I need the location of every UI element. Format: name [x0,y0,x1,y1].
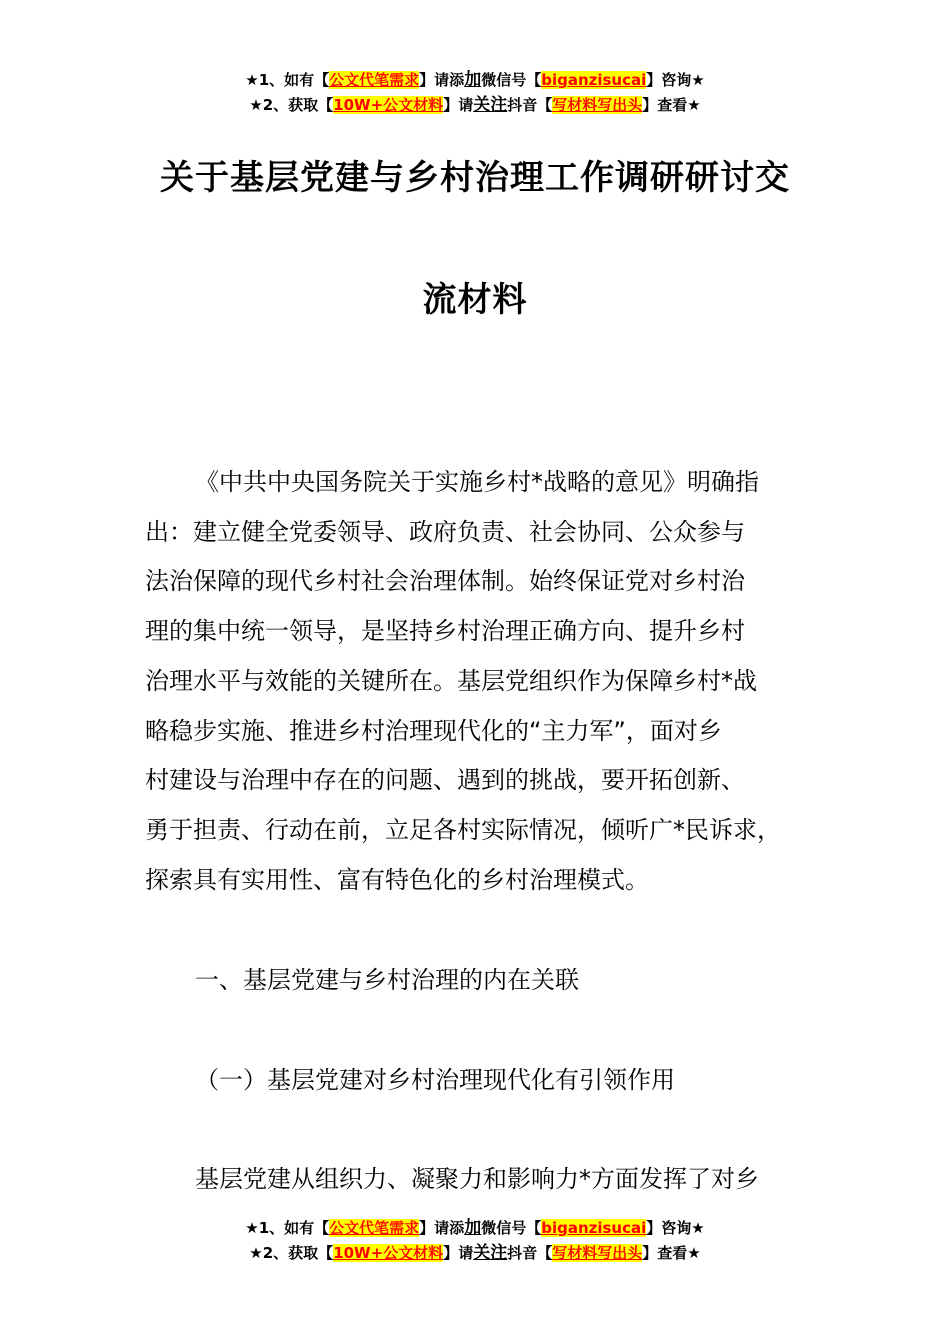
line-text: 略稳步实施、推进乡村治理现代化的“主力军”，面对乡 [145,716,722,745]
banner-underline: 关注 [473,1243,508,1263]
bottom-banner [0,1216,950,1266]
banner-underline: 加 [464,1218,482,1238]
banner-line-2 [0,93,950,118]
line-text: 村建设与治理中存在的问题、遇到的挑战，要开拓创新、 [145,766,745,795]
banner-text: ★2、获取【 [249,1244,334,1262]
banner-text: 】查看★ [642,1244,701,1262]
paragraph-line [145,458,845,508]
paragraph-line [145,657,845,707]
paragraph-line [145,756,845,806]
banner-text: 】请 [443,1244,474,1262]
line-text: 探索具有实用性、富有特色化的乡村治理模式。 [145,865,649,894]
banner-highlight: 写材料写出头 [552,96,643,114]
banner-line-2 [0,1241,950,1266]
banner-text: 】请添 [419,1219,465,1237]
top-banner [0,68,950,118]
banner-line-1 [0,68,950,93]
section-heading-1: 一、基层党建与乡村治理的内在关联 [195,966,579,994]
banner-highlight: biganzisucai [541,71,647,89]
banner-text: ★2、获取【 [249,96,334,114]
banner-underline: 关注 [473,95,508,115]
banner-text: 】查看★ [642,96,701,114]
banner-text: 】请添 [419,71,465,89]
document-title-line-2: 流材料 [422,280,528,320]
banner-text: 微信号【 [481,71,542,89]
banner-text: ★1、如有【 [245,71,330,89]
line-text: 勇于担责、行动在前，立足各村实际情况，倾听广*民诉求， [145,815,781,844]
banner-line-1 [0,1216,950,1241]
paragraph-line [145,707,845,757]
banner-text: 抖音【 [507,96,553,114]
line-text: 《中共中央国务院关于实施乡村*战略的意见》明确指 [195,468,759,496]
banner-text: ★1、如有【 [245,1219,330,1237]
intro-paragraph [145,458,845,905]
paragraph-line [145,508,845,558]
line-text: 治理水平与效能的关键所在。基层党组织作为保障乡村*战 [145,666,757,695]
subsection-heading-1: （一）基层党建对乡村治理现代化有引领作用 [195,1066,675,1094]
banner-highlight: 公文代笔需求 [329,1219,420,1237]
banner-highlight: 10W+公文材料 [333,1244,444,1262]
banner-highlight: biganzisucai [541,1219,647,1237]
paragraph-line [145,806,845,856]
banner-text: 】咨询★ [646,71,705,89]
banner-highlight: 公文代笔需求 [329,71,420,89]
banner-text: 微信号【 [481,1219,542,1237]
banner-text: 】请 [443,96,474,114]
paragraph-line [145,607,845,657]
banner-text: 抖音【 [507,1244,553,1262]
line-text: 法治保障的现代乡村社会治理体制。始终保证党对乡村治 [145,567,745,596]
banner-text: 】咨询★ [646,1219,705,1237]
document-title-line-1: 关于基层党建与乡村治理工作调研研讨交 [160,158,790,198]
banner-underline: 加 [464,70,482,90]
line-text: 理的集中统一领导，是坚持乡村治理正确方向、提升乡村 [145,617,745,646]
line-text: 出：建立健全党委领导、政府负责、社会协同、公众参与 [145,517,745,546]
banner-highlight: 10W+公文材料 [333,96,444,114]
banner-highlight: 写材料写出头 [552,1244,643,1262]
paragraph-2-line-1: 基层党建从组织力、凝聚力和影响力*方面发挥了对乡 [195,1165,759,1193]
paragraph-line [145,856,845,906]
paragraph-line [145,557,845,607]
